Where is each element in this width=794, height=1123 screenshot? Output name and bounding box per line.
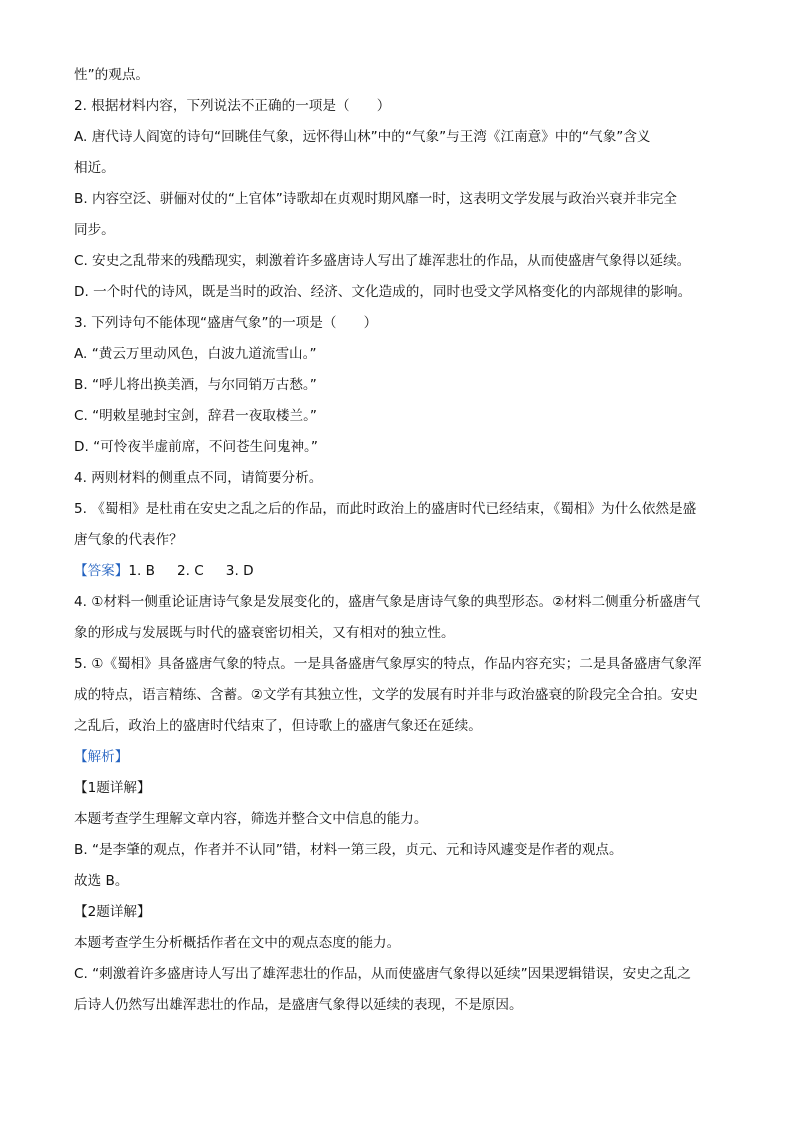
text-line: 后诗人仍然写出雄浑悲壮的作品，是盛唐气象得以延续的表现，不是原因。: [74, 997, 523, 1013]
text-line: 同步。: [74, 222, 115, 238]
text-line: 成的特点，语言精练、含蓄。②文学有其独立性，文学的发展有时并非与政治盛衰的阶段完全合拍。安史: [74, 687, 698, 703]
answer-5: 5. ①《蜀相》具备盛唐气象的特点。一是具备盛唐气象厚实的特点，作品内容充实；二是具备盛唐气象浑: [74, 656, 702, 672]
option-a: A. “黄云万里动风色，白波九道流雪山。”: [74, 346, 317, 362]
question-2-detail-label: 【2题详解】: [74, 904, 151, 920]
text-line: 之乱后，政治上的盛唐时代结束了，但诗歌上的盛唐气象还在延续。: [74, 718, 482, 734]
option-c: C. 安史之乱带来的残酷现实，刺激着许多盛唐诗人写出了雄浑悲壮的作品，从而使盛唐气象得以延续。: [74, 253, 691, 269]
text-line: 本题考查学生理解文章内容，筛选并整合文中信息的能力。: [74, 811, 428, 827]
option-d: D. “可怜夜半虚前席，不问苍生问鬼神。”: [74, 439, 318, 455]
answer-label: 【答案】: [74, 563, 129, 579]
question-3: 3. 下列诗句不能体现“盛唐气象”的一项是（ ）: [74, 315, 378, 331]
analysis-label: 【解析】: [74, 749, 129, 765]
option-b: B. 内容空泛、骈俪对仗的“上官体”诗歌却在贞观时期风靡一时，这表明文学发展与政治兴衰并非完全: [74, 191, 677, 207]
document-page: [74, 60, 724, 1021]
answer-item: 1. B: [128, 563, 155, 579]
question-5: 5. 《蜀相》是杜甫在安史之乱之后的作品，而此时政治上的盛唐时代已经结束，《蜀相》为什么依然是盛: [74, 501, 697, 517]
answer-line: [74, 556, 724, 587]
answer-4: 4. ①材料一侧重论证唐诗气象是发展变化的，盛唐气象是唐诗气象的典型形态。②材料二侧重分析盛唐气: [74, 594, 701, 610]
question-1-detail-label: 【1题详解】: [74, 780, 151, 796]
text-line: 相近。: [74, 160, 115, 176]
question-4: 4. 两则材料的侧重点不同，请简要分析。: [74, 470, 323, 486]
answer-item: 3. D: [225, 563, 254, 579]
answer-item: 2. C: [177, 563, 204, 579]
text-line: 唐气象的代表作？: [74, 532, 183, 548]
option-a: A. 唐代诗人阎宽的诗句“回眺佳气象，远怀得山林”中的“气象”与王湾《江南意》中的“气象”含义: [74, 129, 651, 145]
text-line: 本题考查学生分析概括作者在文中的观点态度的能力。: [74, 935, 401, 951]
text-line: 性”的观点。: [74, 67, 150, 83]
text-line: C. “刺激着许多盛唐诗人写出了雄浑悲壮的作品，从而使盛唐气象得以延续”因果逻辑错误，安史之乱之: [74, 966, 691, 982]
text-line: 象的形成与发展既与时代的盛衰密切相关，又有相对的独立性。: [74, 625, 455, 641]
option-c: C. “明敕星驰封宝剑，辞君一夜取楼兰。”: [74, 408, 317, 424]
option-d: D. 一个时代的诗风，既是当时的政治、经济、文化造成的，同时也受文学风格变化的内部规律的影响。: [74, 284, 692, 300]
question-2: 2. 根据材料内容，下列说法不正确的一项是（ ）: [74, 98, 391, 114]
text-line: B. “是李肇的观点，作者并不认同”错，材料一第三段，贞元、元和诗风遽变是作者的观点。: [74, 842, 623, 858]
option-b: B. “呼儿将出换美酒，与尔同销万古愁。”: [74, 377, 317, 393]
text-line: 故选 B。: [74, 873, 129, 889]
